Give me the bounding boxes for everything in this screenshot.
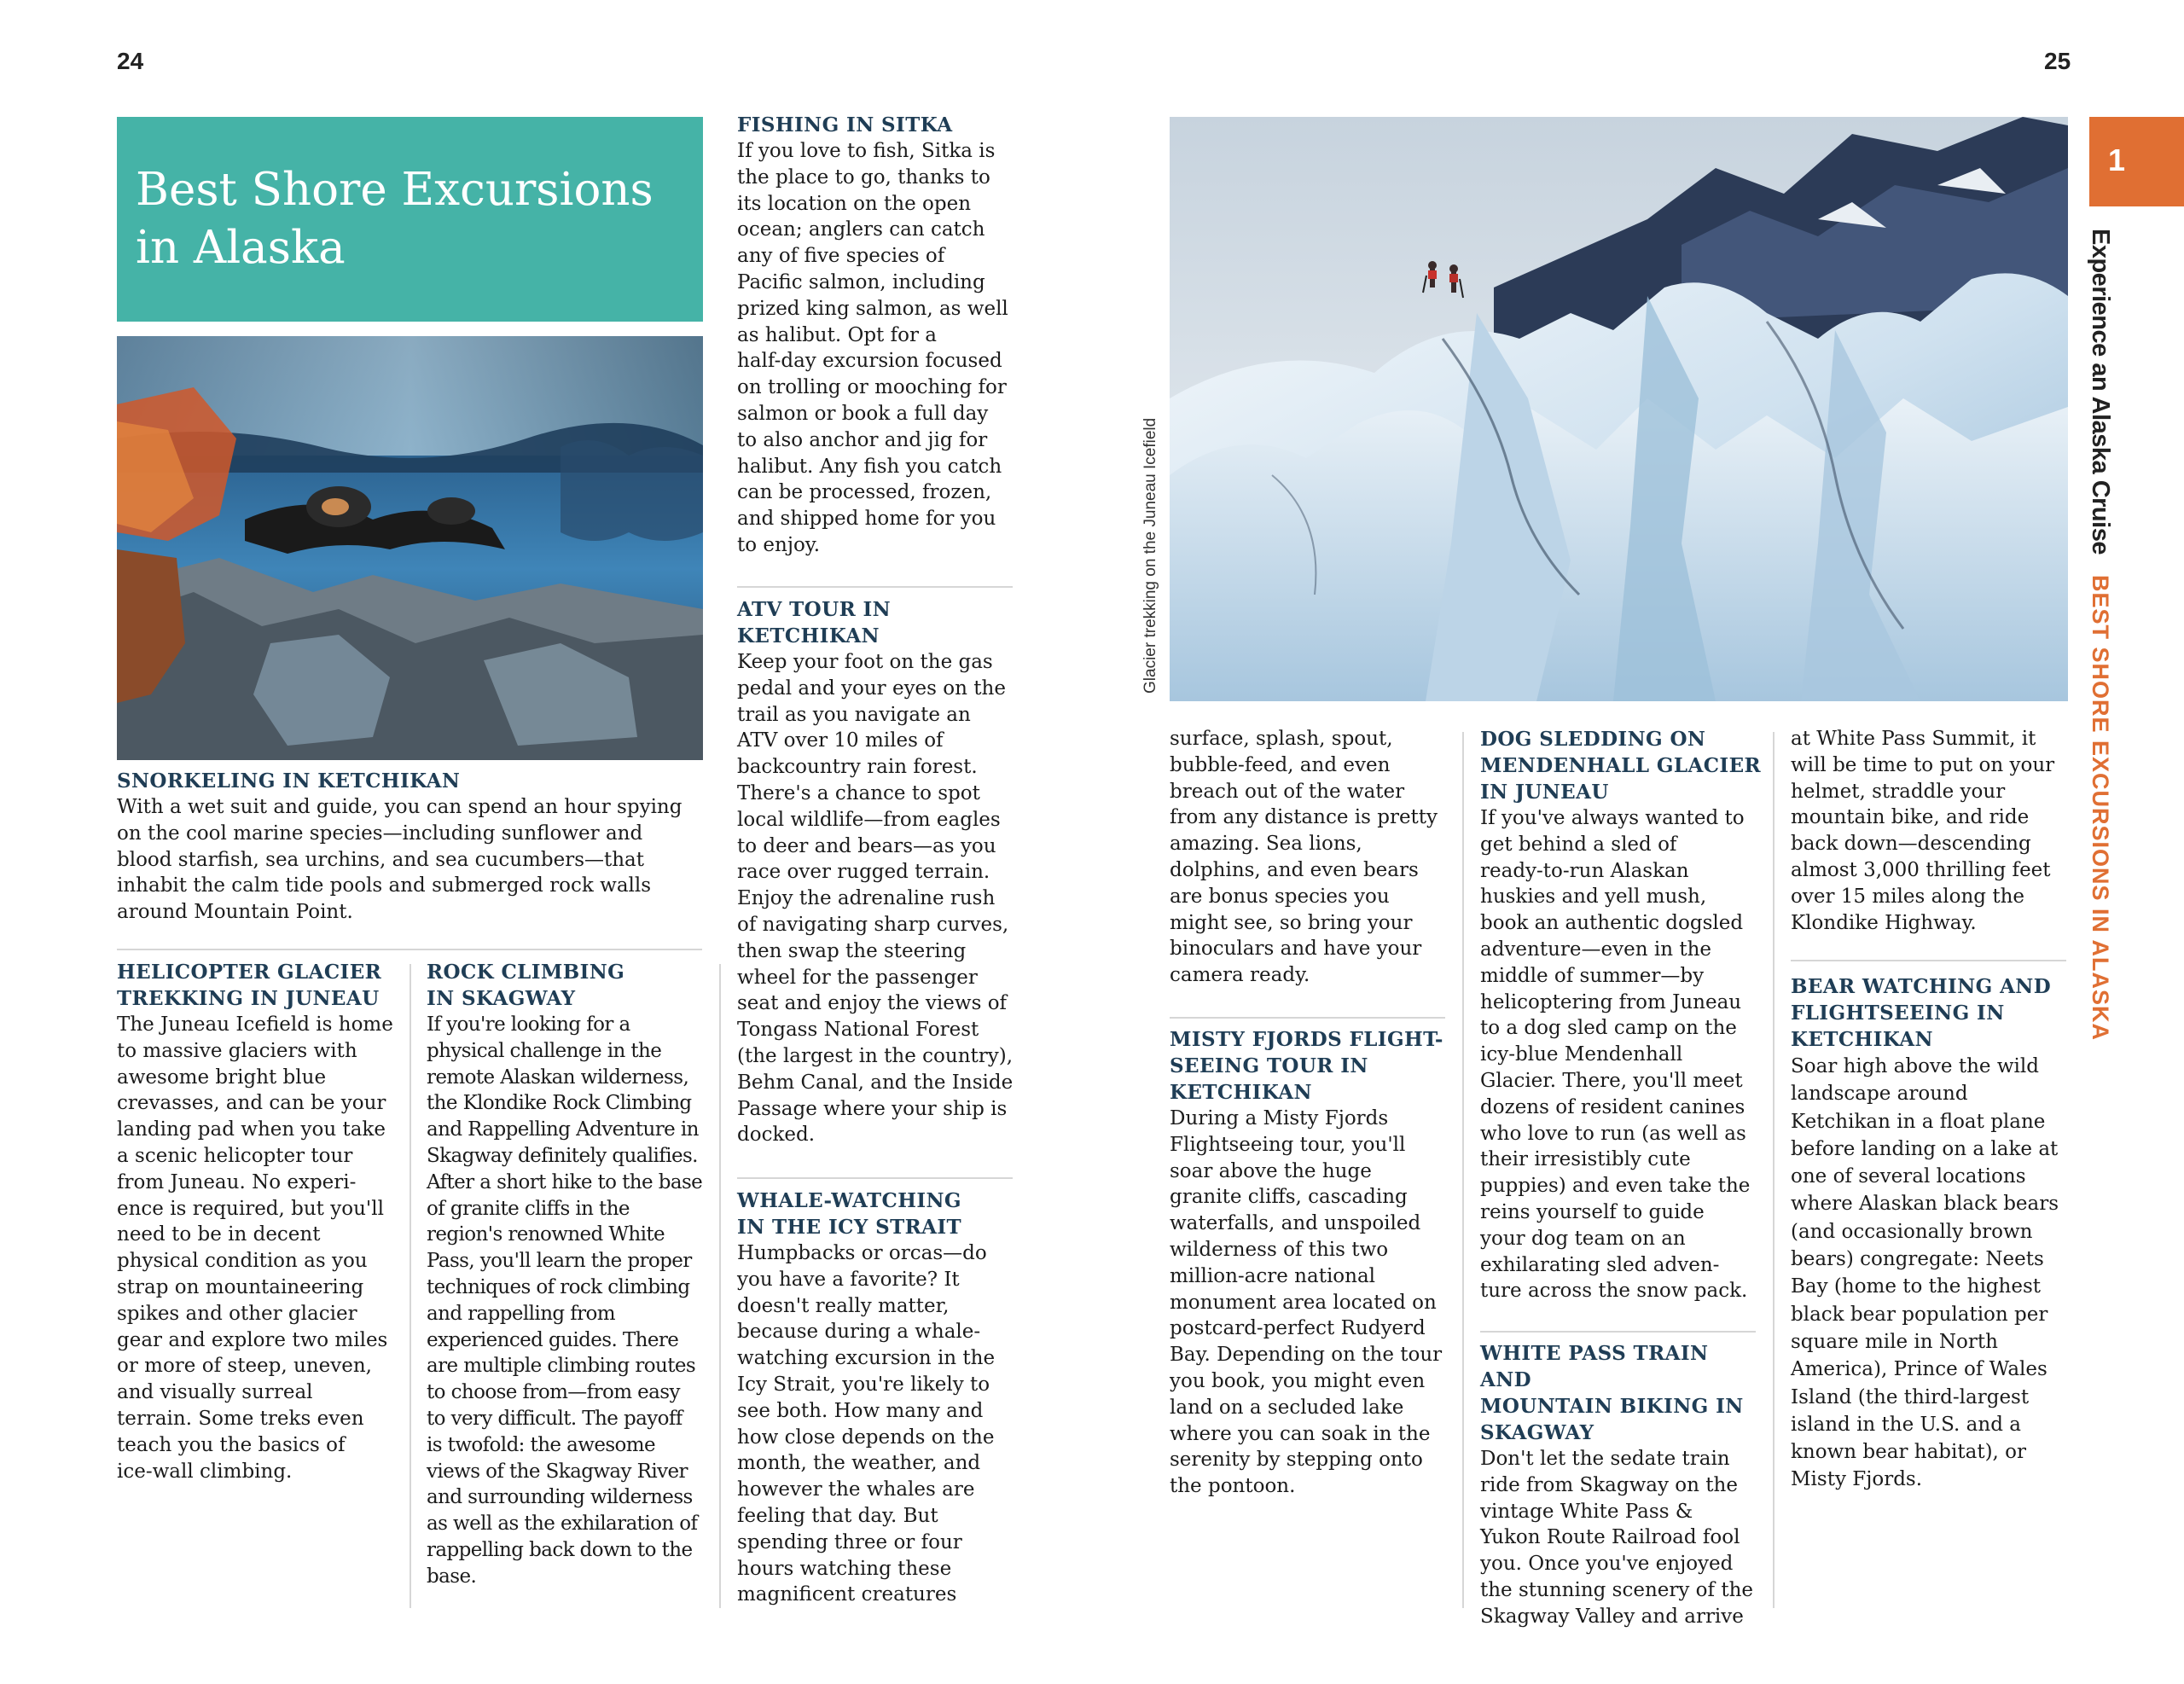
whale-continued-line: surface, splash, spout,: [1170, 728, 1393, 750]
helicopter-line: spikes and other glacier: [117, 1302, 357, 1325]
helicopter-heading-line: TREKKING IN JUNEAU: [117, 987, 380, 1010]
whale-continued-line: might see, so bring your: [1170, 911, 1413, 934]
rock-climbing-line: Skagway definitely qualifies.: [427, 1144, 698, 1167]
rock-climbing-line: experienced guides. There: [427, 1328, 679, 1351]
side-running-title: [2086, 229, 2114, 1041]
misty-section: [1170, 1026, 1451, 1500]
snorkeling-line: around Mountain Point.: [117, 901, 353, 924]
atv-line: backcountry rain forest.: [737, 756, 978, 779]
helicopter-line: ence is required, but you'll: [117, 1197, 384, 1220]
snorkeling-line: With a wet suit and guide, you can spend an hour spying: [117, 796, 682, 818]
white-pass-line: ride from Skagway on the: [1480, 1473, 1738, 1496]
atv-heading-line: KETCHIKAN: [737, 624, 880, 647]
whale-continued-line: amazing. Sea lions,: [1170, 833, 1362, 856]
dog-sledding-heading-line: DOG SLEDDING ON: [1480, 728, 1706, 751]
bear-line: island in the U.S. and a: [1791, 1413, 2021, 1436]
misty-line: wilderness of this two: [1170, 1238, 1389, 1261]
snorkeling-section: [117, 768, 706, 926]
misty-line: you book, you might even: [1170, 1369, 1426, 1392]
atv-line: Behm Canal, and the Inside: [737, 1071, 1014, 1094]
whale-continued-line: are bonus species you: [1170, 885, 1390, 908]
chapter-number-tab: 1: [2089, 117, 2184, 206]
helicopter-body: [117, 1012, 403, 1484]
fishing-line: any of five species of: [737, 245, 945, 268]
atv-line: wheel for the passenger: [737, 966, 978, 989]
whale-continued-line: dolphins, and even bears: [1170, 858, 1419, 881]
atv-line: Tongass National Forest: [737, 1019, 979, 1042]
white-pass-line: you. Once you've enjoyed: [1480, 1553, 1734, 1576]
dog-sledding-line: adventure—even in the: [1480, 938, 1712, 961]
white-pass-line: vintage White Pass &: [1480, 1500, 1693, 1523]
divider: [1170, 1017, 1445, 1019]
chapter-title: Experience an Alaska Cruise: [2087, 229, 2114, 555]
section-running-title: BEST SHORE EXCURSIONS IN ALASKA: [2088, 574, 2113, 1042]
helicopter-line: physical condition as you: [117, 1250, 368, 1273]
bear-line: (and occasionally brown: [1791, 1220, 2033, 1243]
rock-climbing-line: remote Alaskan wilderness,: [427, 1066, 689, 1089]
white-pass-continued-line: will be time to put on your: [1791, 753, 2055, 776]
atv-line: seat and enjoy the views of: [737, 992, 1008, 1015]
misty-line: land on a secluded lake: [1170, 1396, 1404, 1419]
dog-sledding-line: reins yourself to guide: [1480, 1200, 1705, 1223]
white-pass-line: Yukon Route Railroad fool: [1480, 1526, 1740, 1549]
fishing-line: prized king salmon, as well: [737, 297, 1008, 320]
misty-heading-line: MISTY FJORDS FLIGHT-: [1170, 1028, 1443, 1051]
misty-line: postcard-perfect Rudyerd: [1170, 1317, 1426, 1340]
rock-climbing-line: and surrounding wilderness: [427, 1486, 693, 1509]
snorkeling-body: [117, 794, 706, 926]
whale-body: [737, 1240, 1019, 1608]
dog-sledding-line: get behind a sled of: [1480, 833, 1677, 856]
misty-line: where you can soak in the: [1170, 1422, 1431, 1445]
fishing-line: half-day excursion focused: [737, 350, 1002, 373]
fishing-line: and shipped home for you: [737, 508, 996, 531]
fishing-line: If you love to fish, Sitka is: [737, 140, 996, 162]
whale-line: doesn't really matter,: [737, 1294, 950, 1317]
dog-sledding-line: who love to run (as well as: [1480, 1122, 1746, 1145]
white-pass-continued-line: back down—descending: [1791, 833, 2031, 856]
section-title-line: in Alaska: [136, 222, 346, 274]
helicopter-line: from Juneau. No experi-: [117, 1170, 357, 1193]
helicopter-heading: [117, 959, 403, 1012]
divider: [1480, 1331, 1756, 1333]
fishing-line: its location on the open: [737, 192, 972, 215]
whale-continued-line: binoculars and have your: [1170, 938, 1422, 961]
whale-line: you have a favorite? It: [737, 1268, 960, 1291]
snorkeling-line: on the cool marine species—including sunflower and: [117, 822, 643, 845]
misty-line: During a Misty Fjords: [1170, 1107, 1389, 1129]
misty-line: monument area located on: [1170, 1291, 1437, 1314]
bear-line: one of several locations: [1791, 1165, 2026, 1188]
glacier-photo-illustration: [1170, 117, 2068, 701]
misty-line: the pontoon.: [1170, 1475, 1296, 1498]
bear-heading-line: KETCHIKAN: [1791, 1028, 1933, 1051]
misty-line: soar above the huge: [1170, 1159, 1372, 1182]
rock-climbing-line: to choose from—from easy: [427, 1381, 680, 1404]
column-divider: [719, 964, 721, 1608]
whale-line: month, the weather, and: [737, 1452, 981, 1475]
whale-line: hours watching these: [737, 1557, 952, 1580]
white-pass-body: [1480, 1446, 1766, 1630]
atv-line: to deer and bears—as you: [737, 834, 996, 857]
helicopter-line: terrain. Some treks even: [117, 1407, 364, 1430]
dog-sledding-line: helicoptering from Juneau: [1480, 990, 1742, 1013]
misty-line: Bay. Depending on the tour: [1170, 1344, 1443, 1367]
helicopter-line: a scenic helicopter tour: [117, 1144, 353, 1167]
snorkel-photo: [117, 336, 703, 760]
bear-line: Island (the third-largest: [1791, 1385, 2030, 1408]
whale-continued-line: bubble-feed, and even: [1170, 753, 1391, 776]
rock-climbing-heading-line: ROCK CLIMBING: [427, 961, 625, 984]
rock-climbing-line: views of the Skagway River: [427, 1460, 688, 1483]
bear-body: [1791, 1053, 2077, 1494]
white-pass-line: Don't let the sedate train: [1480, 1448, 1730, 1470]
rock-climbing-section: [427, 959, 711, 1590]
dog-sledding-line: puppies) and even take the: [1480, 1175, 1751, 1198]
whale-line: watching excursion in the: [737, 1347, 996, 1370]
fishing-section: [737, 112, 1019, 559]
whale-heading: [737, 1188, 1019, 1240]
bear-line: where Alaskan black bears: [1791, 1193, 2059, 1216]
misty-line: million-acre national: [1170, 1264, 1376, 1287]
atv-line: Enjoy the adrenaline rush: [737, 887, 996, 910]
bear-line: black bear population per: [1791, 1303, 2048, 1326]
divider: [117, 949, 702, 950]
fishing-line: the place to go, thanks to: [737, 165, 990, 189]
white-pass-continued-line: over 15 miles along the: [1791, 885, 2025, 908]
dog-sledding-line: dozens of resident canines: [1480, 1095, 1745, 1118]
atv-line: pedal and your eyes on the: [737, 677, 1006, 700]
helicopter-line: gear and explore two miles: [117, 1328, 388, 1351]
bear-section: [1791, 973, 2077, 1494]
dog-sledding-line: exhilarating sled adven-: [1480, 1253, 1720, 1276]
bear-line: known bear habitat), or: [1791, 1441, 2026, 1464]
helicopter-line: ice-wall climbing.: [117, 1460, 293, 1483]
whale-continued-body: [1170, 726, 1451, 989]
divider: [737, 1177, 1013, 1179]
fishing-line: can be processed, frozen,: [737, 481, 992, 504]
whale-continued-line: from any distance is pretty: [1170, 806, 1438, 829]
dog-sledding-line: icy-blue Mendenhall: [1480, 1043, 1683, 1066]
snorkeling-line: blood starfish, sea urchins, and sea cucumbers—that: [117, 848, 645, 871]
white-pass-heading-line: SKAGWAY: [1480, 1421, 1594, 1444]
atv-heading-line: ATV TOUR IN: [737, 598, 892, 621]
dog-sledding-line: If you've always wanted to: [1480, 807, 1745, 829]
whale-line: see both. How many and: [737, 1399, 984, 1422]
white-pass-continued-body: [1791, 726, 2072, 936]
white-pass-line: the stunning scenery of the: [1480, 1578, 1754, 1601]
rock-climbing-line: If you're looking for a: [427, 1013, 630, 1036]
rock-climbing-body: [427, 1012, 711, 1590]
white-pass-continued-line: mountain bike, and ride: [1791, 806, 2030, 829]
white-pass-continued-line: Klondike Highway.: [1791, 911, 1977, 934]
divider: [737, 586, 1013, 588]
rock-climbing-line: are multiple climbing routes: [427, 1355, 696, 1378]
bear-line: America), Prince of Wales: [1791, 1358, 2048, 1381]
rock-climbing-line: as well as the exhilaration of: [427, 1513, 698, 1536]
whale-line: how close depends on the: [737, 1426, 995, 1449]
dog-sledding-heading: [1480, 726, 1766, 805]
rock-climbing-line: and rappelling from: [427, 1302, 616, 1325]
rock-climbing-line: rappelling back down to the: [427, 1538, 693, 1561]
atv-line: docked.: [737, 1124, 816, 1147]
rock-climbing-line: techniques of rock climbing: [427, 1275, 690, 1298]
misty-line: Flightseeing tour, you'll: [1170, 1133, 1406, 1156]
atv-heading: [737, 596, 1019, 649]
misty-body: [1170, 1106, 1451, 1500]
divider: [1791, 960, 2066, 961]
column-divider: [1462, 732, 1464, 1608]
helicopter-line: teach you the basics of: [117, 1433, 346, 1456]
snorkeling-heading: SNORKELING IN KETCHIKAN: [117, 769, 461, 793]
dog-sledding-line: huskies and yell mush,: [1480, 886, 1707, 909]
fishing-heading: FISHING IN SITKA: [737, 113, 953, 136]
dog-sledding-line: middle of summer—by: [1480, 964, 1705, 987]
helicopter-line: landing pad when you take: [117, 1118, 386, 1141]
column-divider: [1773, 732, 1774, 1608]
atv-section: [737, 596, 1019, 1148]
rock-climbing-line: After a short hike to the base: [427, 1170, 703, 1193]
white-pass-heading-line: MOUNTAIN BIKING IN: [1480, 1395, 1744, 1418]
bear-line: square mile in North: [1791, 1330, 1998, 1353]
rock-climbing-line: physical challenge in the: [427, 1039, 662, 1062]
glacier-photo: [1170, 117, 2068, 701]
white-pass-continued: [1791, 726, 2072, 936]
atv-line: then swap the steering: [737, 939, 967, 962]
white-pass-heading-line: WHITE PASS TRAIN AND: [1480, 1342, 1709, 1391]
fishing-line: salmon or book a full day: [737, 402, 989, 425]
dog-sledding-body: [1480, 805, 1766, 1304]
helicopter-line: strap on mountaineering: [117, 1275, 364, 1298]
dog-sledding-line: ready-to-run Alaskan: [1480, 859, 1689, 882]
bear-heading-line: FLIGHTSEEING IN: [1791, 1002, 2005, 1025]
fishing-line: ocean; anglers can catch: [737, 218, 985, 241]
white-pass-section: [1480, 1340, 1766, 1630]
bear-line: before landing on a lake at: [1791, 1137, 2059, 1160]
rock-climbing-line: of granite cliffs in the: [427, 1197, 630, 1220]
photo-caption: Glacier trekking on the Juneau Icefield: [1141, 417, 1159, 694]
misty-line: granite cliffs, cascading: [1170, 1186, 1408, 1209]
whale-line: Humpbacks or orcas—do: [737, 1242, 987, 1264]
dog-sledding-line: their irresistibly cute: [1480, 1148, 1691, 1171]
rock-climbing-line: is twofold: the awesome: [427, 1433, 656, 1456]
whale-line: Icy Strait, you're likely to: [737, 1373, 990, 1396]
rock-climbing-heading: [427, 959, 711, 1012]
helicopter-line: need to be in decent: [117, 1223, 321, 1246]
helicopter-line: to massive glaciers with: [117, 1039, 357, 1062]
misty-heading-line: KETCHIKAN: [1170, 1081, 1312, 1104]
helicopter-section: [117, 959, 403, 1484]
snorkeling-line: inhabit the calm tide pools and submerged rock walls: [117, 874, 652, 897]
white-pass-continued-line: at White Pass Summit, it: [1791, 728, 2036, 750]
rock-climbing-line: the Klondike Rock Climbing: [427, 1092, 692, 1115]
fishing-line: to enjoy.: [737, 533, 821, 556]
atv-line: ATV over 10 miles of: [737, 729, 944, 752]
fishing-line: Pacific salmon, including: [737, 270, 985, 293]
atv-line: Passage where your ship is: [737, 1097, 1008, 1120]
atv-line: Keep your foot on the gas: [737, 651, 993, 673]
atv-line: race over rugged terrain.: [737, 861, 990, 884]
whale-line: magnificent creatures: [737, 1583, 957, 1606]
fishing-line: to also anchor and jig for: [737, 428, 988, 451]
section-title-box: [117, 117, 703, 322]
atv-line: There's a chance to spot: [737, 781, 980, 804]
dog-sledding-line: ture across the snow pack.: [1480, 1280, 1748, 1303]
atv-line: of navigating sharp curves,: [737, 913, 1009, 936]
white-pass-continued-line: almost 3,000 thrilling feet: [1791, 858, 2051, 881]
whale-line: spending three or four: [737, 1530, 962, 1553]
dog-sledding-line: to a dog sled camp on the: [1480, 1017, 1737, 1040]
misty-line: waterfalls, and unspoiled: [1170, 1212, 1421, 1235]
dog-sledding-line: Glacier. There, you'll meet: [1480, 1069, 1743, 1092]
section-title: [136, 161, 684, 277]
whale-line: feeling that day. But: [737, 1504, 938, 1527]
bear-line: Ketchikan in a float plane: [1791, 1110, 2046, 1133]
page-number-left: 24: [117, 48, 144, 74]
atv-line: local wildlife—from eagles: [737, 808, 1001, 831]
atv-line: trail as you navigate an: [737, 703, 971, 726]
helicopter-line: The Juneau Icefield is home: [117, 1013, 393, 1036]
white-pass-continued-line: helmet, straddle your: [1791, 780, 2006, 803]
whale-line: because during a whale-: [737, 1321, 981, 1344]
helicopter-line: crevasses, and can be your: [117, 1092, 386, 1115]
bear-line: landscape around: [1791, 1083, 1968, 1106]
fishing-line: halibut. Any fish you catch: [737, 455, 1002, 478]
rock-climbing-heading-line: IN SKAGWAY: [427, 987, 576, 1010]
rock-climbing-line: region's renowned White: [427, 1223, 665, 1246]
fishing-line: on trolling or mooching for: [737, 376, 1007, 399]
whale-line: however the whales are: [737, 1478, 975, 1501]
helicopter-line: awesome bright blue: [117, 1066, 327, 1089]
whale-heading-line: IN THE ICY STRAIT: [737, 1216, 962, 1239]
misty-heading-line: SEEING TOUR IN: [1170, 1054, 1368, 1077]
bear-line: bears) congregate: Neets: [1791, 1248, 2044, 1271]
snorkel-photo-illustration: [117, 336, 703, 760]
misty-line: serenity by stepping onto: [1170, 1449, 1423, 1472]
bear-line: Soar high above the wild: [1791, 1055, 2039, 1077]
rock-climbing-line: Pass, you'll learn the proper: [427, 1250, 692, 1273]
page-number-right: 25: [2044, 48, 2071, 74]
helicopter-line: or more of steep, uneven,: [117, 1355, 372, 1378]
bear-heading: [1791, 973, 2077, 1053]
bear-line: Misty Fjords.: [1791, 1468, 1923, 1491]
rock-climbing-line: and Rappelling Adventure in: [427, 1118, 699, 1141]
misty-heading: [1170, 1026, 1451, 1106]
column-divider: [410, 964, 411, 1608]
helicopter-heading-line: HELICOPTER GLACIER: [117, 961, 382, 984]
dog-sledding-heading-line: MENDENHALL GLACIER: [1480, 754, 1762, 777]
atv-body: [737, 649, 1019, 1148]
dog-sledding-line: your dog team on an: [1480, 1227, 1686, 1250]
dog-sledding-heading-line: IN JUNEAU: [1480, 781, 1609, 804]
whale-continued: [1170, 726, 1451, 989]
bear-line: Bay (home to the highest: [1791, 1275, 2042, 1298]
whale-heading-line: WHALE-WATCHING: [737, 1189, 961, 1212]
section-title-line: Best Shore Excursions: [136, 164, 653, 216]
helicopter-line: and visually surreal: [117, 1381, 313, 1404]
fishing-line: as halibut. Opt for a: [737, 323, 937, 346]
dog-sledding-line: book an authentic dogsled: [1480, 912, 1744, 935]
whale-continued-line: camera ready.: [1170, 964, 1310, 987]
dog-sledding-section: [1480, 726, 1766, 1304]
bear-heading-line: BEAR WATCHING AND: [1791, 975, 2052, 998]
white-pass-heading: [1480, 1340, 1766, 1446]
white-pass-line: Skagway Valley and arrive: [1480, 1605, 1744, 1628]
whale-continued-line: breach out of the water: [1170, 780, 1405, 803]
rock-climbing-line: base.: [427, 1565, 477, 1588]
whale-section: [737, 1188, 1019, 1608]
atv-line: (the largest in the country),: [737, 1044, 1014, 1067]
fishing-body: [737, 138, 1019, 559]
rock-climbing-line: to very difficult. The payoff: [427, 1407, 682, 1430]
